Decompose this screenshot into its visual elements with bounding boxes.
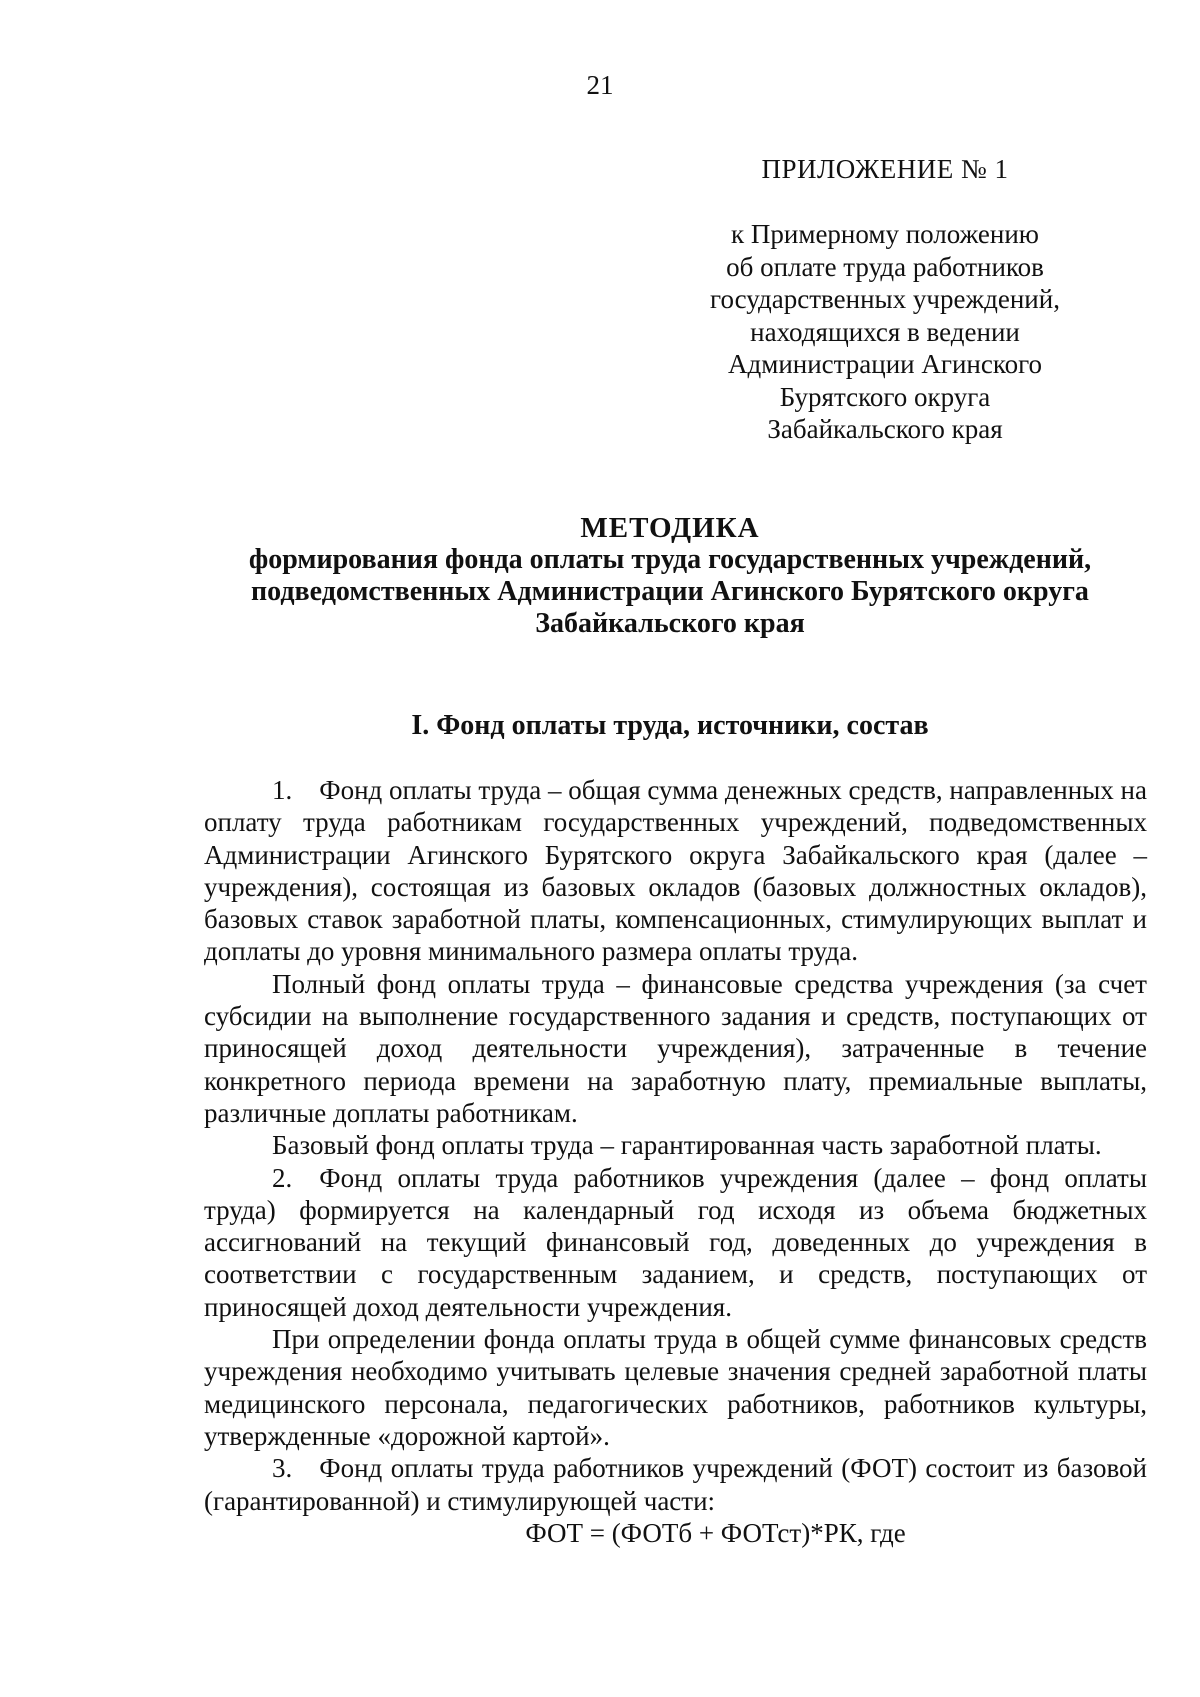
appendix-description-line: Администрации Агинского <box>728 349 1042 379</box>
page-number: 21 <box>586 70 614 100</box>
paragraph: 1. Фонд оплаты труда – общая сумма денежных средств, направленных на оплату труда работникам государственных учреждений, подведомственных Администрации Агинского Бурятского округа Забайкальского края (далее – учреждения), состоящая из базовых окладов (базовых должностных окладов), базовых ставок заработной платы, компенсационных, стимулирующих выплат и доплаты до уровня минимального размера оплаты труда. <box>204 775 1147 967</box>
document-title-line: формирования фонда оплаты труда государственных учреждений, <box>248 544 1092 575</box>
appendix-label: ПРИЛОЖЕНИЕ № 1 <box>761 154 1009 184</box>
paragraph: 2. Фонд оплаты труда работников учреждения (далее – фонд оплаты труда) формируется на календарный год исходя из объема бюджетных ассигнований на текущий финансовый год, доведенных до учреждения в соответствии с государственным заданием, и средств, поступающих от приносящей доход деятельности учреждения. <box>204 1162 1147 1322</box>
paragraph: Базовый фонд оплаты труда – гарантированная часть заработной платы. <box>272 1130 1102 1161</box>
section-heading: I. Фонд оплаты труда, источники, состав <box>411 710 929 741</box>
document-title-line: Забайкальского края <box>535 608 805 639</box>
paragraph: Полный фонд оплаты труда – финансовые средства учреждения (за счет субсидии на выполнение государственного задания и средств, поступающих от приносящей доход деятельности учреждения), затраченные в течение конкретного периода времени на заработную плату, премиальные выплаты, различные доплаты работникам. <box>204 968 1147 1128</box>
appendix-description <box>660 218 1110 446</box>
formula: ФОТ = (ФОТб + ФОТст)*РК, где <box>525 1517 906 1548</box>
appendix-description-line: об оплате труда работников <box>726 251 1044 282</box>
paragraph: При определении фонда оплаты труда в общей сумме финансовых средств учреждения необходимо учитывать целевые значения средней заработной платы медицинского персонала, педагогических работников, работников культуры, утвержденные «дорожной картой». <box>204 1324 1147 1451</box>
paragraph: 3. Фонд оплаты труда работников учреждений (ФОТ) состоит из базовой (гарантированной) и стимулирующей части: <box>204 1453 1147 1516</box>
appendix-description-line: государственных учреждений, <box>710 284 1060 314</box>
document-title-line: подведомственных Администрации Агинского Бурятского округа <box>251 576 1089 607</box>
document-title-main: МЕТОДИКА <box>580 512 760 544</box>
appendix-description-line: к Примерному положению <box>731 219 1039 249</box>
appendix-description-line: Забайкальского края <box>767 414 1003 444</box>
document-body <box>204 774 1147 1549</box>
document-title <box>0 512 1200 640</box>
appendix-description-line: Бурятского округа <box>779 381 991 412</box>
appendix-description-line: находящихся в ведении <box>750 316 1020 347</box>
